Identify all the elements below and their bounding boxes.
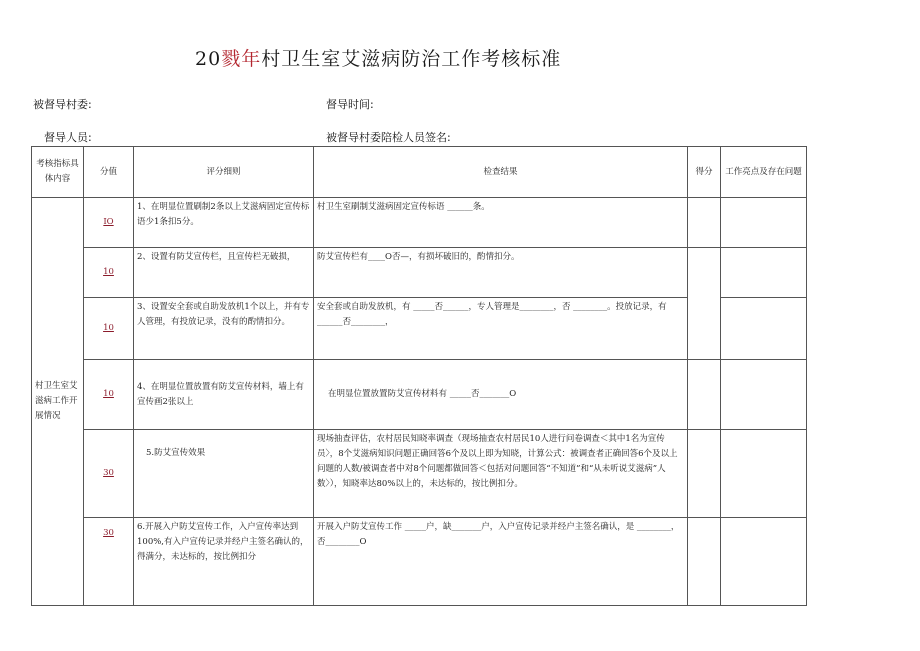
row-got (688, 298, 721, 360)
row-result: 防艾宣传栏有____O否—，有损坏破旧的，酌情扣分。 (314, 248, 688, 298)
row-detail: 4、在明显位置放置有防艾宣传材料，墙上有宣传画2张以上 (134, 360, 314, 430)
row-highlight (721, 430, 807, 518)
row-score: 10 (84, 298, 134, 360)
page-title: 20戮年村卫生室艾滋病防治工作考核标准 (195, 48, 562, 70)
row-got (688, 198, 721, 248)
table-row (32, 198, 807, 248)
row-result: 安全套或自助发放机，有 _____否______，专人管理是________，否 ________。投放记录，有 ______否________， (314, 298, 688, 360)
row-result: 开展入户防艾宣传工作 _____户，缺_______户，入户宣传记录并经户主签名确认，是 ________，否________O (314, 518, 688, 606)
row-score: IO (84, 198, 134, 248)
meta-village: 被督导村委: (33, 98, 92, 111)
row-got (688, 518, 721, 606)
header-row (32, 147, 807, 198)
title-year: 戮年 (221, 48, 262, 70)
meta-accompany: 被督导村委陪检人员签名: (326, 131, 451, 144)
row-highlight (721, 360, 807, 430)
row-got (688, 248, 721, 298)
header-highlight: 工作亮点及存在问题 (721, 147, 807, 198)
row-score: 30 (84, 518, 134, 606)
header-got: 得分 (688, 147, 721, 198)
row-score: 10 (84, 248, 134, 298)
row-highlight (721, 298, 807, 360)
header-detail: 评分细则 (134, 147, 314, 198)
row-got (688, 360, 721, 430)
header-result: 检查结果 (314, 147, 688, 198)
table-row (32, 298, 807, 360)
row-score: 30 (84, 430, 134, 518)
row-detail: 6.开展入户防艾宣传工作，入户宣传率达到100%,有入户宣传记录并经户主签名确认的，得满分，未达标的，按比例扣分 (134, 518, 314, 606)
meta-inspector: 督导人员: (44, 131, 92, 144)
row-highlight (721, 518, 807, 606)
row-detail: 1、在明显位置刷制2条以上艾滋病固定宣传标语少1条扣5分。 (134, 198, 314, 248)
header-indicator: 考核指标具体内容 (32, 147, 84, 198)
header-score: 分值 (84, 147, 134, 198)
row-highlight (721, 198, 807, 248)
row-result: 在明显位置放置防艾宣传材料有 _____否_______O (314, 360, 688, 430)
assessment-table (31, 146, 807, 606)
row-result: 现场抽查评估，农村居民知晓率调查（现场抽查农村居民10人进行问卷调查＜其中1名为宣传员〉，8个艾滋病知识问题正确回答6个及以上即为知晓，计算公式：被调查者正确回答6个及以上问题的人数/被调查者中对8个问题都做回答＜包括对问题回答“不知道”和“从未听说艾滋病”人数〉），知晓率达80%以上的，未达标的，按比例扣分。 (314, 430, 688, 518)
row-highlight (721, 248, 807, 298)
table-row (32, 360, 807, 430)
row-detail: 3、设置安全套或自助发放机1个以上，并有专人管理，有投放记录，没有的酌情扣分。 (134, 298, 314, 360)
row-got (688, 430, 721, 518)
row-result: 村卫生室刷制艾滋病固定宣传标语 ______条。 (314, 198, 688, 248)
table-row (32, 518, 807, 606)
row-score: 10 (84, 360, 134, 430)
row-detail: 2、设置有防艾宣传栏，且宣传栏无破损， (134, 248, 314, 298)
table-row (32, 430, 807, 518)
row-detail: 5.防艾宣传效果 (134, 430, 314, 518)
meta-time: 督导时间: (326, 98, 374, 111)
category-cell: 村卫生室艾滋病工作开展情况 (32, 198, 84, 606)
table-row (32, 248, 807, 298)
